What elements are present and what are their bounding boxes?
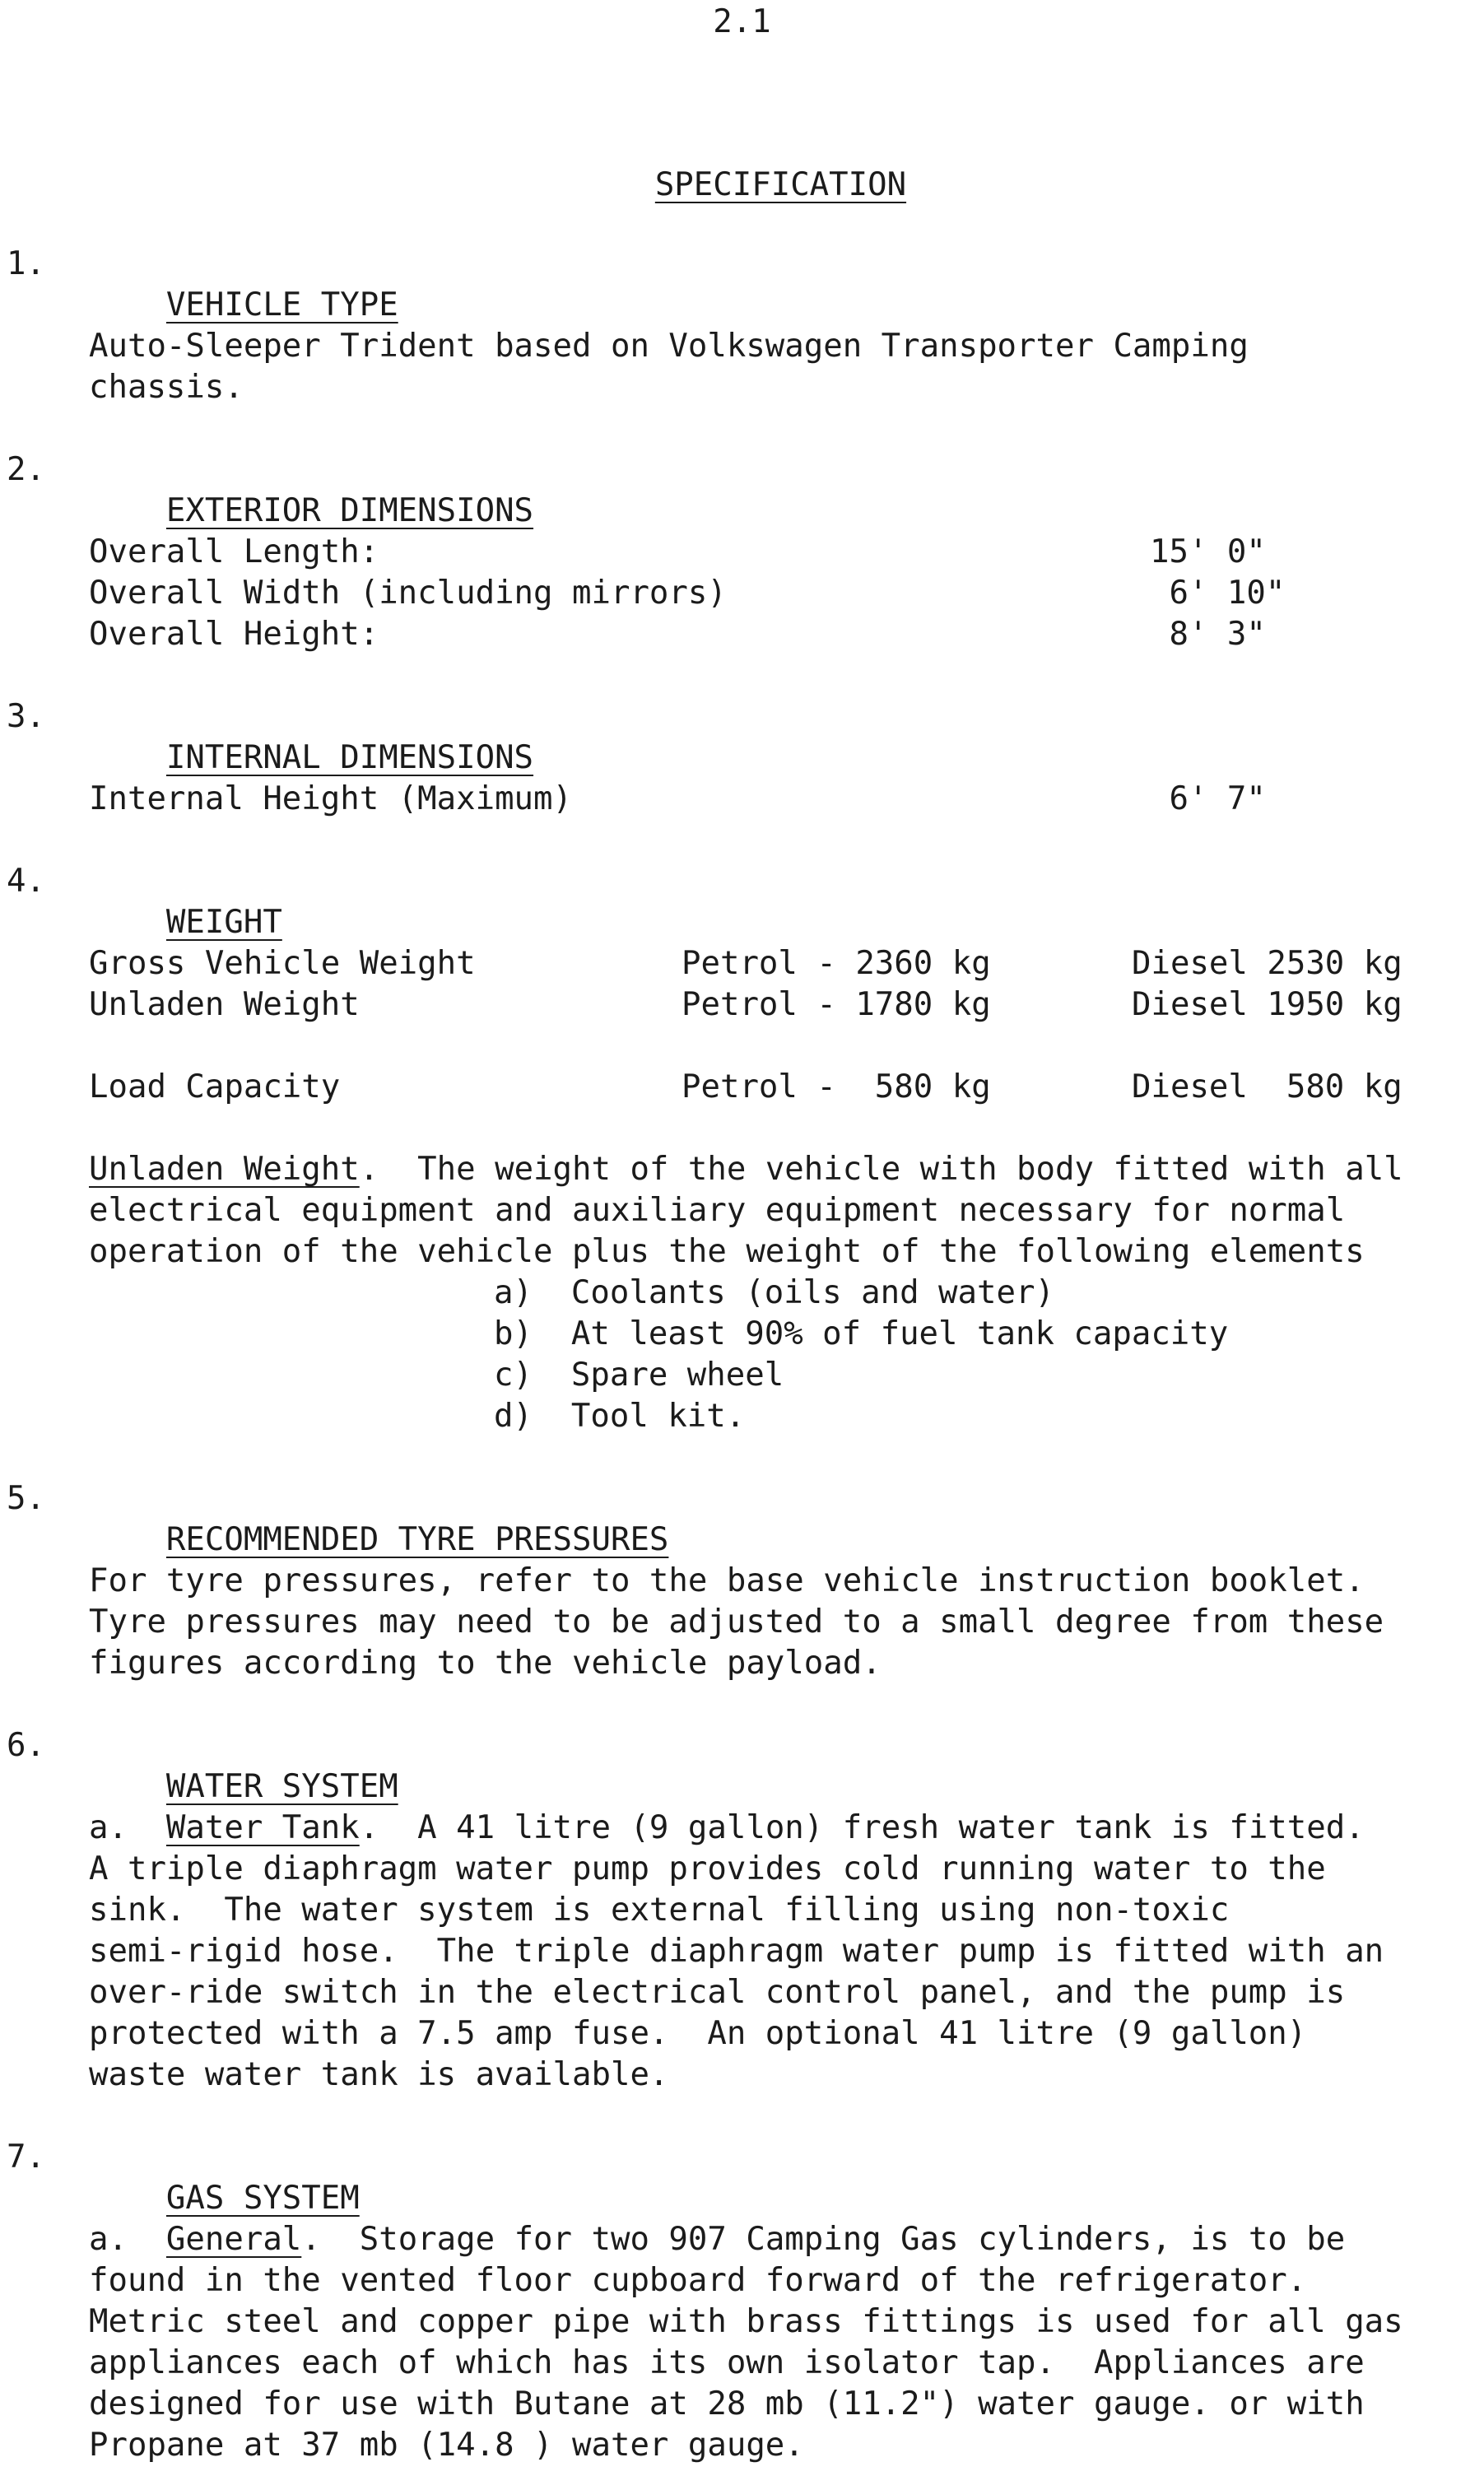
section-5-line-3: figures according to the vehicle payload.: [89, 1645, 882, 1682]
section-4-heading: WEIGHT: [165, 904, 282, 941]
section-6-line-3: sink. The water system is external filling using non-toxic: [89, 1892, 1230, 1929]
section-7-line-5: designed for use with Butane at 28 mb (11.2") water gauge. or with: [89, 2385, 1365, 2422]
unladen-label: Unladen Weight: [89, 986, 360, 1023]
list-item-a: a) Coolants (oils and water): [494, 1274, 1054, 1311]
section-7-number: 7.: [7, 2139, 45, 2176]
load-capacity-label: Load Capacity: [89, 1068, 341, 1105]
section-5-heading: RECOMMENDED TYRE PRESSURES: [165, 1521, 669, 1558]
section-6-heading: WATER SYSTEM: [165, 1768, 398, 1805]
section-2-number: 2.: [7, 451, 45, 488]
section-5-number: 5.: [7, 1480, 45, 1517]
load-capacity-petrol: Petrol - 580 kg: [682, 1068, 991, 1105]
list-item-c: c) Spare wheel: [494, 1357, 784, 1394]
general-term: General: [165, 2221, 302, 2258]
exterior-height-label: Overall Height:: [89, 616, 379, 653]
section-7-line-6: Propane at 37 mb (14.8 ) water gauge.: [89, 2427, 804, 2464]
section-5-line-2: Tyre pressures may need to be adjusted to a small degree from these: [89, 1603, 1384, 1641]
unladen-note-rest: . The weight of the vehicle with body fitted with all: [359, 1151, 1403, 1188]
section-6-line-6: protected with a 7.5 amp fuse. An optional 41 litre (9 gallon): [89, 2015, 1307, 2052]
unladen-note-line-2: electrical equipment and auxiliary equipment necessary for normal: [89, 1192, 1346, 1229]
gvw-petrol: Petrol - 2360 kg: [682, 945, 991, 982]
section-3-heading: INTERNAL DIMENSIONS: [165, 739, 534, 776]
section-1-line-1: Auto-Sleeper Trident based on Volkswagen Transporter Camping: [89, 328, 1249, 365]
unladen-petrol: Petrol - 1780 kg: [682, 986, 991, 1023]
section-1-heading: VEHICLE TYPE: [165, 286, 398, 323]
internal-height-value: 6' 7": [1150, 780, 1266, 817]
section-3-number: 3.: [7, 698, 45, 735]
section-6-lead: a.: [89, 1809, 166, 1846]
section-6-line-2: A triple diaphragm water pump provides cold running water to the: [89, 1850, 1326, 1887]
unladen-note-line-1: [89, 1149, 1403, 1190]
exterior-length-label: Overall Length:: [89, 533, 379, 570]
page-number: 2.1: [713, 3, 771, 40]
load-capacity-diesel: Diesel 580 kg: [1132, 1068, 1403, 1105]
section-7-line-2: found in the vented floor cupboard forward of the refrigerator.: [89, 2262, 1307, 2299]
section-6-line-7: waste water tank is available.: [89, 2056, 669, 2093]
section-4-number: 4.: [7, 863, 45, 900]
section-1-line-2: chassis.: [89, 369, 244, 406]
document-title: SPECIFICATION: [654, 166, 907, 203]
exterior-height-value: 8' 3": [1150, 616, 1266, 653]
section-7-first-rest: . Storage for two 907 Camping Gas cylinders, is to be: [301, 2221, 1346, 2258]
exterior-width-value: 6' 10": [1150, 575, 1286, 612]
exterior-width-label: Overall Width (including mirrors): [89, 575, 727, 612]
internal-height-label: Internal Height (Maximum): [89, 780, 572, 817]
section-2-heading: EXTERIOR DIMENSIONS: [165, 492, 534, 529]
section-6-line-5: over-ride switch in the electrical control panel, and the pump is: [89, 1974, 1346, 2011]
list-item-d: d) Tool kit.: [494, 1398, 746, 1435]
section-7-line-4: appliances each of which has its own isolator tap. Appliances are: [89, 2344, 1365, 2381]
section-6-number: 6.: [7, 1727, 45, 1764]
section-7-line-3: Metric steel and copper pipe with brass fittings is used for all gas: [89, 2303, 1403, 2340]
unladen-note-term: Unladen Weight: [89, 1151, 360, 1188]
section-7-heading: GAS SYSTEM: [165, 2180, 360, 2217]
section-6-line-4: semi-rigid hose. The triple diaphragm water pump is fitted with an: [89, 1933, 1384, 1970]
section-7-line-1: [89, 2219, 1345, 2260]
section-5-line-1: For tyre pressures, refer to the base vehicle instruction booklet.: [89, 1562, 1365, 1599]
gvw-diesel: Diesel 2530 kg: [1132, 945, 1403, 982]
list-item-b: b) At least 90% of fuel tank capacity: [494, 1315, 1229, 1352]
unladen-diesel: Diesel 1950 kg: [1132, 986, 1403, 1023]
unladen-note-line-3: operation of the vehicle plus the weight of the following elements: [89, 1233, 1365, 1270]
section-6-line-1: [89, 1808, 1365, 1849]
water-tank-term: Water Tank: [165, 1809, 360, 1846]
section-6-first-rest: . A 41 litre (9 gallon) fresh water tank is fitted.: [359, 1809, 1365, 1846]
gvw-label: Gross Vehicle Weight: [89, 945, 476, 982]
section-7-lead: a.: [89, 2221, 166, 2258]
exterior-length-value: 15' 0": [1150, 533, 1266, 570]
section-1-number: 1.: [7, 245, 45, 282]
